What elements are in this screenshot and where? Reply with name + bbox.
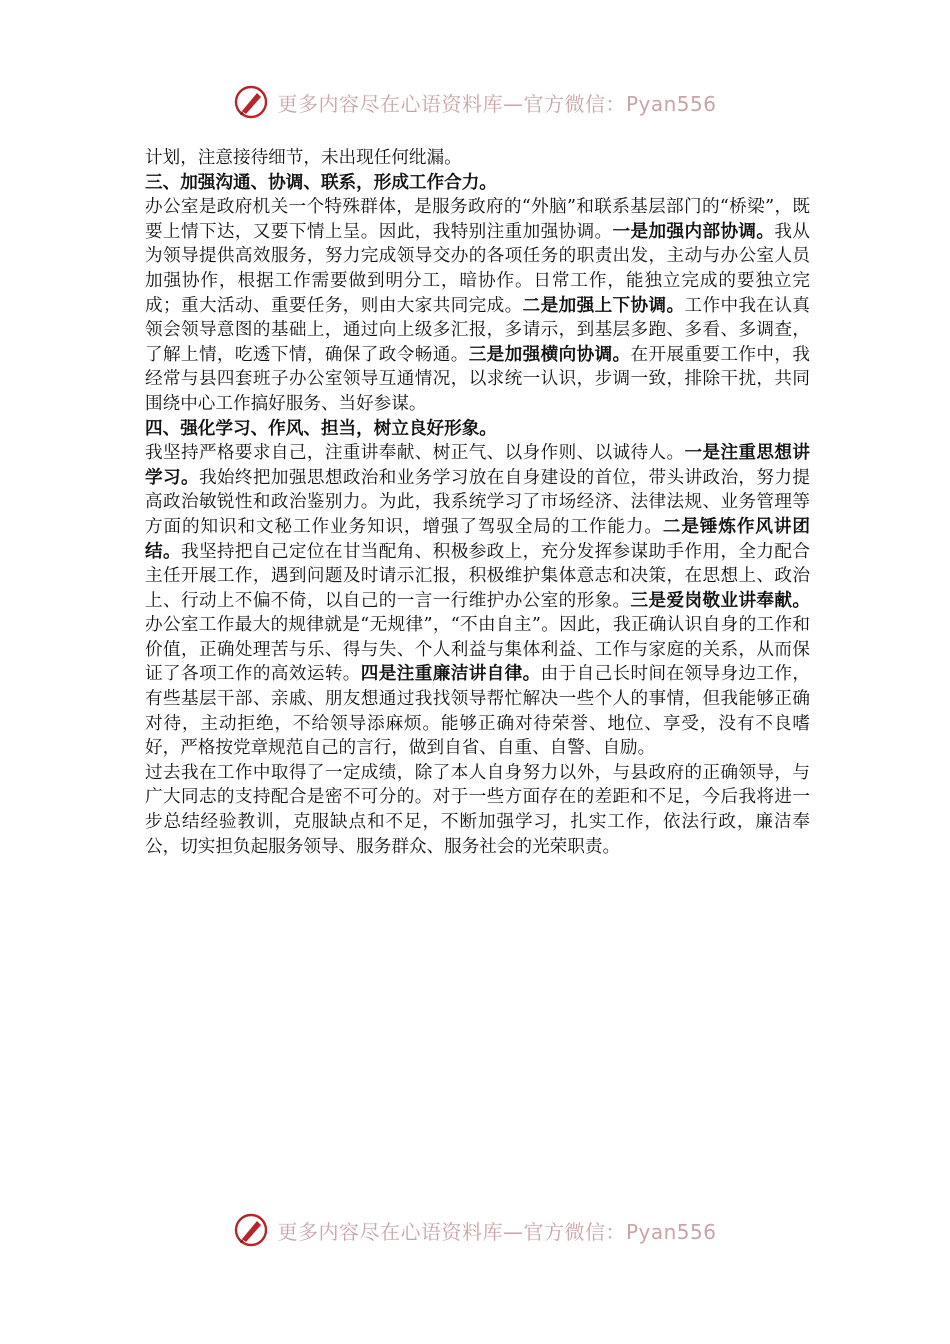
text-run: 工作中我在认真领会领导意图的基础上，通过向上级多汇报，多请示，到基层多跑、多看、多调查，了解上情，吃透下情，确保了政令畅通。 xyxy=(145,295,810,365)
bold-lead-phrase: 三、加强沟通、协调、联系，形成工作合力。 xyxy=(145,171,497,193)
bold-lead-phrase: 二是加强上下协调。 xyxy=(522,294,685,316)
header-watermark-text: 更多内容尽在心语资料库—官方微信：Pyan556 xyxy=(277,91,717,116)
text-run: 由于自己长时间在领导身边工作，有些基层干部、亲戚、朋友想通过我找领导帮忙解决一些个人的事情，但我能够正确对待，主动拒绝，不给领导添麻烦。能够正确对待荣誉、地位、享受，没有不良嗜好，严格按党章规范自己的言行，做到自省、自重、自警、自励。 xyxy=(145,664,810,759)
bold-lead-phrase: 三是加强横向协调。 xyxy=(468,343,631,365)
pen-nib-logo-icon xyxy=(233,84,269,120)
bold-lead-phrase: 四是注重廉洁讲自律。 xyxy=(360,663,541,685)
text-run: 我坚持把自己定位在甘当配角、积极参政上，充分发挥参谋助手作用，全力配合主任开展工作，遇到问题及时请示汇报，积极维护集体意志和决策，在思想上、政治上、行动上不偏不倚，以自己的一言一行维护办公室的形象。 xyxy=(145,541,810,611)
text-run: 办公室是政府机关一个特殊群体，是服务政府的“外脑”和联系基层部门的“桥梁”，既要上情下达，又要下情上呈。因此，我特别注重加强协调。 xyxy=(145,197,810,242)
document-body xyxy=(145,146,810,859)
text-run: 我始终把加强思想政治和业务学习放在自身建设的首位，带头讲政治，努力提高政治敏锐性和政治鉴别力。为此，我系统学习了市场经济、法律法规、业务管理等方面的知识和文秘工作业务知识，增强了驾驭全局的工作能力。 xyxy=(145,467,810,537)
text-run: 我从为领导提供高效服务，努力完成领导交办的各项任务的职责出发，主动与办公室人员加强协作，根据工作需要做到明分工，暗协作。日常工作，能独立完成的要独立完成；重大活动、重要任务，则由大家共同完成。 xyxy=(145,221,810,316)
text-run: 我坚持严格要求自己，注重讲奉献、树正气、以身作则、以诚待人。 xyxy=(145,443,685,464)
footer-watermark-banner xyxy=(0,1208,950,1252)
bold-lead-phrase: 三是爱岗敬业讲奉献。 xyxy=(630,589,810,611)
footer-watermark-text: 更多内容尽在心语资料库—官方微信：Pyan556 xyxy=(277,1219,717,1244)
bold-lead-phrase: 一是加强内部协调。 xyxy=(612,220,775,242)
section-heading xyxy=(145,171,810,196)
pen-nib-logo-icon xyxy=(233,1212,269,1248)
bold-lead-phrase: 二是锤炼作风讲团结。 xyxy=(145,515,810,562)
text-run: 计划，注意接待细节，未出现任何纰漏。 xyxy=(145,148,462,168)
header-watermark-banner xyxy=(0,80,950,124)
text-run: 过去我在工作中取得了一定成绩，除了本人自身努力以外，与县政府的正确领导，与广大同志的支持配合是密不可分的。对于一些方面存在的差距和不足，今后我将进一步总结经验教训，克服缺点和不足，不断加强学习，扎实工作，依法行政，廉洁奉公，切实担负起服务领导、服务群众、服务社会的光荣职责。 xyxy=(145,762,810,857)
body-paragraph xyxy=(145,146,810,171)
body-paragraph xyxy=(145,195,810,416)
bold-lead-phrase: 一是注重思想讲学习。 xyxy=(145,442,810,488)
text-run: 在开展重要工作中，我经常与县四套班子办公室领导互通情况，以求统一认识，步调一致，排除干扰，共同围绕中心工作搞好服务、当好参谋。 xyxy=(145,344,810,414)
section-heading xyxy=(145,417,810,442)
body-paragraph xyxy=(145,761,810,859)
body-paragraph xyxy=(145,441,810,761)
bold-lead-phrase: 四、强化学习、作风、担当，树立良好形象。 xyxy=(145,417,497,439)
text-run: 办公室工作最大的规律就是“无规律”，“不由自主”。因此，我正确认识自身的工作和价值，正确处理苦与乐、得与失、个人利益与集体利益、工作与家庭的关系，从而保证了各项工作的高效运转。 xyxy=(145,615,810,685)
